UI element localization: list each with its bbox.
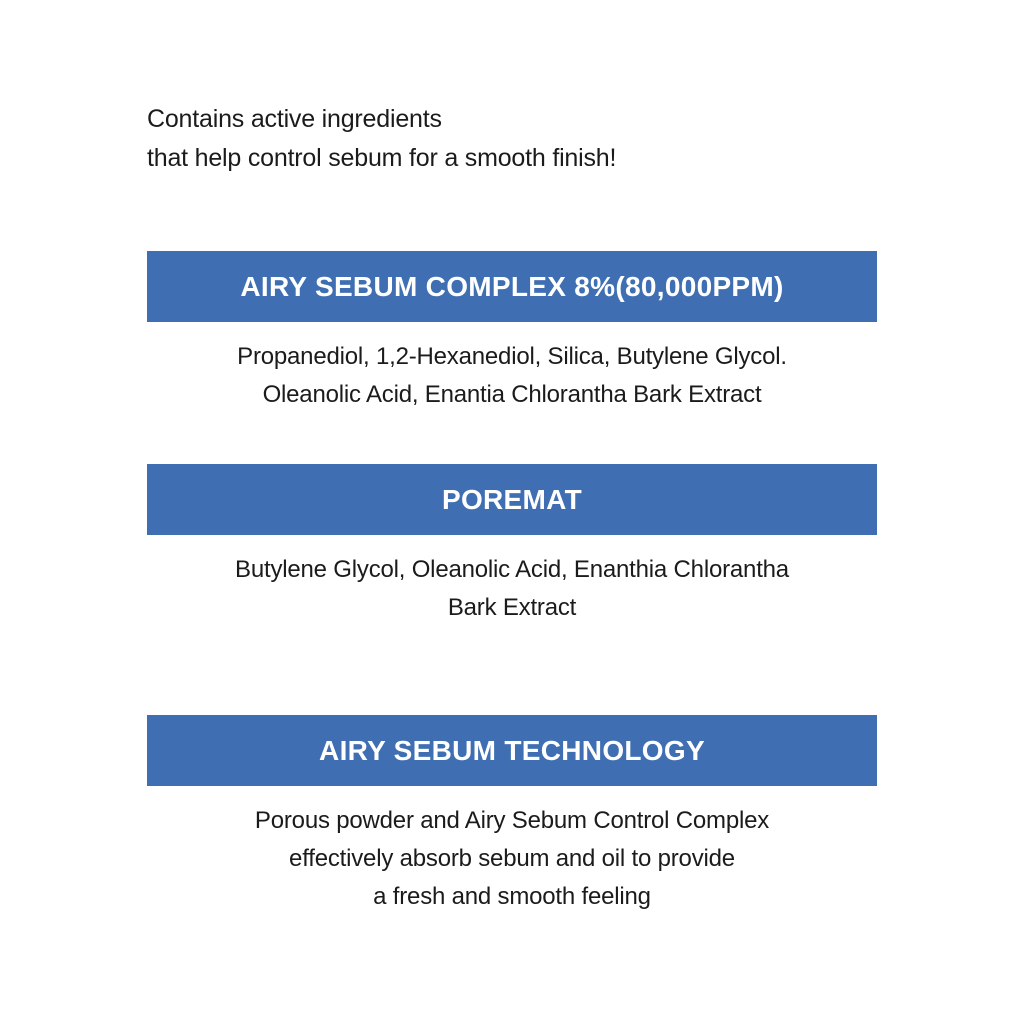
- description-line: Butylene Glycol, Oleanolic Acid, Enanthia Chlorantha: [235, 556, 789, 583]
- description-line: Bark Extract: [447, 594, 577, 621]
- description-line: Porous powder and Airy Sebum Control Complex: [254, 807, 770, 834]
- section-heading-banner: POREMAT: [147, 464, 877, 535]
- intro-line-2: that help control sebum for a smooth finish!: [147, 144, 617, 172]
- section-heading-banner: AIRY SEBUM TECHNOLOGY: [147, 715, 877, 786]
- description-line: a fresh and smooth feeling: [373, 883, 651, 910]
- section-description: [147, 551, 877, 627]
- section-description: [147, 338, 877, 414]
- description-line: Oleanolic Acid, Enantia Chlorantha Bark Extract: [262, 381, 762, 408]
- intro-line-1: Contains active ingredients: [147, 105, 442, 133]
- section-airy-sebum-complex: [147, 251, 877, 414]
- section-poremat: [147, 464, 877, 627]
- intro-text: [147, 100, 616, 178]
- description-line: effectively absorb sebum and oil to provide: [289, 845, 735, 872]
- section-description: [147, 802, 877, 916]
- section-heading-banner: AIRY SEBUM COMPLEX 8%(80,000PPM): [147, 251, 877, 322]
- section-airy-sebum-technology: [147, 715, 877, 916]
- description-line: Propanediol, 1,2-Hexanediol, Silica, Butylene Glycol.: [237, 343, 787, 370]
